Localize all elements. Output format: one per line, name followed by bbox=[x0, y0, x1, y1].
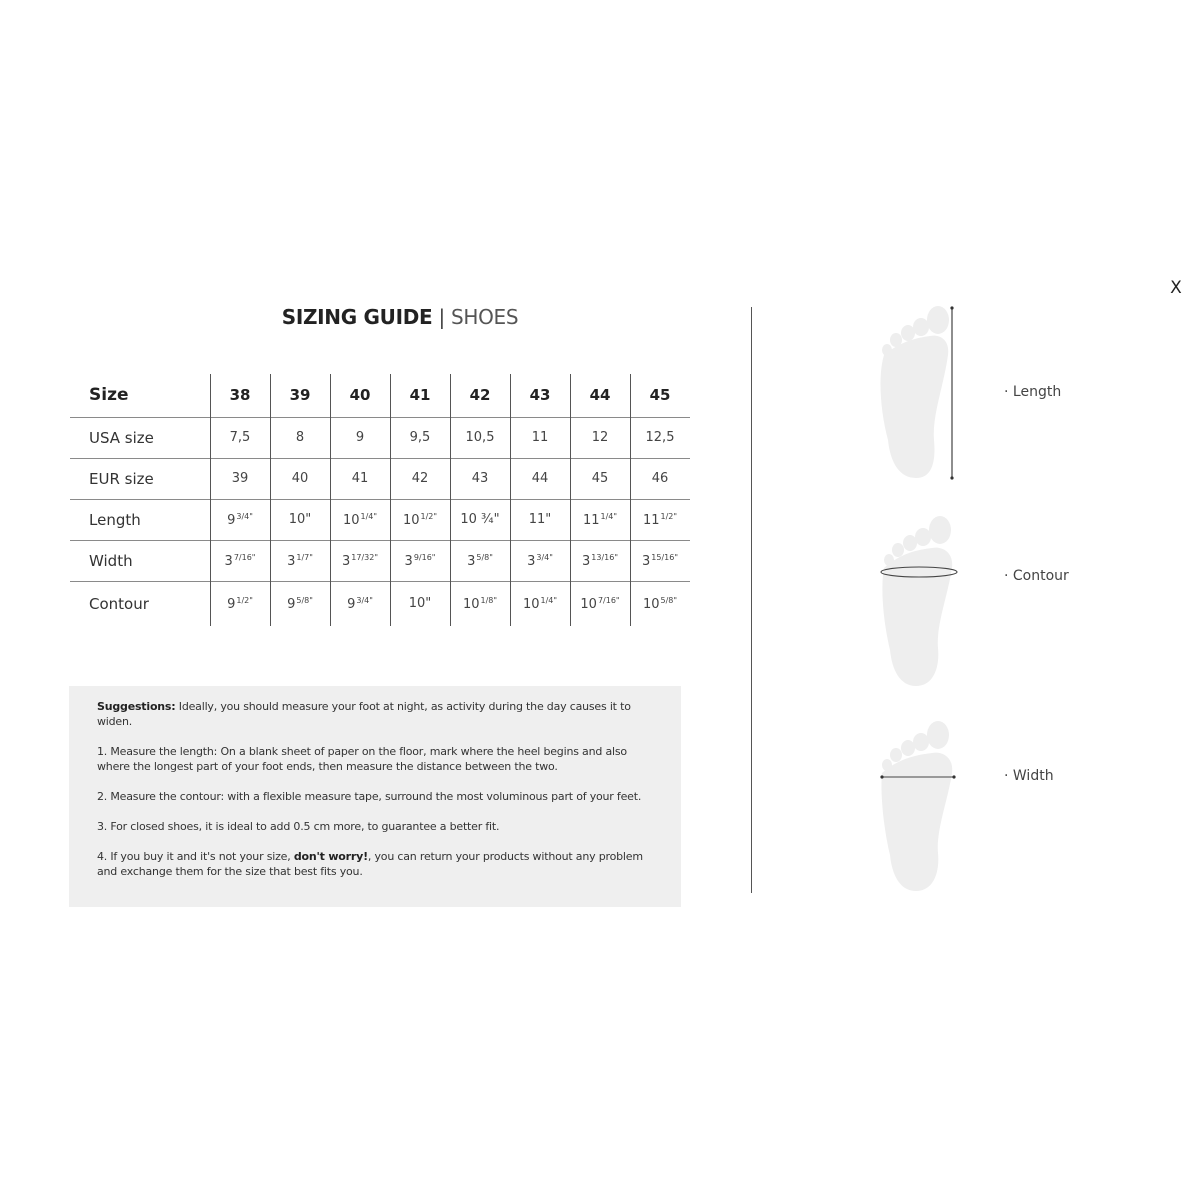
table-cell bbox=[270, 581, 330, 626]
foot-width-icon bbox=[870, 715, 970, 900]
table-cell bbox=[570, 581, 630, 626]
header-size: 38 bbox=[210, 374, 270, 417]
close-button[interactable]: X bbox=[1170, 278, 1182, 298]
cell-value: 40 bbox=[291, 471, 309, 486]
cell-value: 3 bbox=[527, 553, 536, 569]
cell-value: 10 bbox=[402, 512, 420, 528]
cell-fraction: 3/4" bbox=[536, 552, 553, 562]
table-cell bbox=[390, 499, 450, 540]
table-cell bbox=[570, 417, 630, 458]
cell-fraction: 1/8" bbox=[480, 595, 498, 605]
cell-value: 9 bbox=[227, 512, 236, 528]
cell-value: 3 bbox=[581, 553, 591, 569]
divider bbox=[751, 307, 752, 893]
row-label: USA size bbox=[70, 417, 210, 458]
cell-value: 3 bbox=[224, 553, 233, 569]
cell-value: 11 bbox=[582, 512, 600, 528]
cell-fraction: 1/2" bbox=[236, 595, 253, 605]
suggestion-intro-text: Ideally, you should measure your foot at night, as activity during the day causes it to widen. bbox=[97, 700, 631, 728]
label-contour: · Contour bbox=[1004, 568, 1069, 584]
cell-value: 3 bbox=[467, 553, 476, 569]
cell-value: 9 bbox=[355, 430, 365, 445]
table-row bbox=[70, 458, 690, 499]
cell-value: 3 bbox=[287, 553, 296, 569]
table-cell bbox=[210, 499, 270, 540]
table-cell bbox=[270, 417, 330, 458]
cell-value: 10 bbox=[522, 596, 540, 612]
cell-value: 8 bbox=[295, 430, 305, 445]
cell-fraction: 13/16" bbox=[591, 552, 618, 562]
cell-value: 10" bbox=[288, 512, 312, 527]
header-size: 40 bbox=[330, 374, 390, 417]
title-light: SHOES bbox=[450, 305, 519, 329]
header-size: 41 bbox=[390, 374, 450, 417]
cell-value: 44 bbox=[531, 471, 549, 486]
row-label: Contour bbox=[70, 581, 210, 626]
table-cell bbox=[510, 581, 570, 626]
table-cell bbox=[330, 458, 390, 499]
label-width: · Width bbox=[1004, 768, 1054, 784]
cell-fraction: 1/2" bbox=[660, 511, 678, 521]
cell-value: 10 bbox=[462, 596, 480, 612]
header-size: 44 bbox=[570, 374, 630, 417]
cell-value: 45 bbox=[591, 471, 609, 486]
table-row bbox=[70, 540, 690, 581]
cell-value: 43 bbox=[471, 471, 489, 486]
table-header-row bbox=[70, 374, 690, 417]
cell-value: 11" bbox=[528, 512, 552, 527]
suggestion-step-2: 2. Measure the contour: with a flexible measure tape, surround the most voluminous part of your feet. bbox=[97, 790, 642, 803]
cell-fraction: 9/16" bbox=[413, 552, 436, 562]
table-cell bbox=[330, 417, 390, 458]
header-size: 43 bbox=[510, 374, 570, 417]
cell-value: 11 bbox=[642, 512, 660, 528]
table-cell bbox=[630, 540, 690, 581]
cell-fraction: 1/4" bbox=[540, 595, 558, 605]
header-size: 42 bbox=[450, 374, 510, 417]
table-row bbox=[70, 499, 690, 540]
cell-fraction: 5/8" bbox=[476, 552, 493, 562]
suggestion-step-4-text-end: , you can return your products without any problem and exchange them for the size that best fits you. bbox=[97, 850, 643, 878]
cell-fraction: 7/16" bbox=[233, 552, 256, 562]
table-cell bbox=[450, 581, 510, 626]
suggestion-step-3: 3. For closed shoes, it is ideal to add 0.5 cm more, to guarantee a better fit. bbox=[97, 820, 500, 833]
cell-value: 10 ¾" bbox=[460, 512, 500, 527]
table-cell bbox=[210, 458, 270, 499]
header-size: 45 bbox=[630, 374, 690, 417]
table-cell bbox=[390, 458, 450, 499]
table-cell bbox=[510, 458, 570, 499]
table-cell bbox=[510, 499, 570, 540]
cell-fraction: 5/8" bbox=[660, 595, 678, 605]
table-cell bbox=[270, 540, 330, 581]
page-title bbox=[70, 305, 730, 329]
size-table bbox=[70, 374, 690, 626]
cell-fraction: 17/32" bbox=[351, 552, 378, 562]
title-bold: SIZING GUIDE bbox=[281, 305, 433, 329]
cell-value: 9 bbox=[347, 596, 356, 612]
cell-value: 3 bbox=[641, 553, 651, 569]
table-cell bbox=[210, 540, 270, 581]
row-label: Width bbox=[70, 540, 210, 581]
cell-value: 42 bbox=[411, 471, 429, 486]
table-cell bbox=[450, 458, 510, 499]
table-cell bbox=[450, 499, 510, 540]
table-row bbox=[70, 581, 690, 626]
suggestions-box bbox=[69, 686, 681, 907]
table-row bbox=[70, 417, 690, 458]
table-cell bbox=[510, 417, 570, 458]
suggestion-step-1: 1. Measure the length: On a blank sheet of paper on the floor, mark where the heel begins and also where the longest part of your foot ends, then measure the distance between the two. bbox=[97, 745, 627, 773]
cell-fraction: 1/4" bbox=[360, 511, 378, 521]
foot-contour-icon bbox=[870, 510, 970, 695]
table-cell bbox=[630, 417, 690, 458]
cell-value: 10" bbox=[408, 596, 432, 612]
row-label: Length bbox=[70, 499, 210, 540]
cell-fraction: 3/4" bbox=[356, 595, 373, 605]
table-cell bbox=[270, 458, 330, 499]
foot-length-icon bbox=[870, 300, 970, 485]
table-cell bbox=[450, 417, 510, 458]
table-cell bbox=[210, 581, 270, 626]
cell-value: 3 bbox=[404, 553, 413, 569]
table-cell bbox=[570, 499, 630, 540]
cell-value: 12 bbox=[591, 430, 609, 445]
table-cell bbox=[630, 458, 690, 499]
header-size: 39 bbox=[270, 374, 330, 417]
cell-fraction: 7/16" bbox=[597, 595, 620, 605]
cell-value: 7,5 bbox=[229, 430, 251, 445]
header-label: Size bbox=[89, 385, 129, 406]
suggestion-step-4-bold: don't worry! bbox=[293, 850, 368, 863]
label-length: · Length bbox=[1004, 384, 1062, 400]
cell-fraction: 15/16" bbox=[651, 552, 678, 562]
table-cell bbox=[630, 499, 690, 540]
table-cell bbox=[570, 540, 630, 581]
table-cell bbox=[630, 581, 690, 626]
cell-value: 46 bbox=[651, 471, 669, 486]
cell-value: 10 bbox=[642, 596, 660, 612]
table-cell bbox=[330, 540, 390, 581]
table-cell bbox=[510, 540, 570, 581]
cell-fraction: 1/4" bbox=[600, 511, 618, 521]
table-cell bbox=[570, 458, 630, 499]
cell-fraction: 1/2" bbox=[420, 511, 438, 521]
suggestion-intro-bold: Suggestions: bbox=[97, 700, 176, 713]
cell-value: 10 bbox=[342, 512, 360, 528]
cell-fraction: 3/4" bbox=[236, 511, 253, 521]
row-label: EUR size bbox=[70, 458, 210, 499]
cell-value: 39 bbox=[231, 471, 249, 486]
suggestion-step-4 bbox=[97, 849, 661, 879]
cell-value: 10 bbox=[580, 596, 597, 612]
cell-fraction: 5/8" bbox=[296, 595, 313, 605]
cell-fraction: 1/7" bbox=[296, 552, 313, 562]
cell-value: 9 bbox=[287, 596, 296, 612]
suggestion-step-4-text: 4. If you buy it and it's not your size, bbox=[97, 850, 294, 863]
suggestion-intro bbox=[97, 699, 661, 729]
cell-value: 3 bbox=[341, 553, 351, 569]
cell-value: 41 bbox=[351, 471, 369, 486]
table-cell bbox=[390, 540, 450, 581]
table-cell bbox=[390, 417, 450, 458]
cell-value: 12,5 bbox=[645, 430, 675, 445]
cell-value: 11 bbox=[531, 430, 549, 445]
cell-value: 10,5 bbox=[465, 430, 495, 445]
table-cell bbox=[390, 581, 450, 626]
title-separator: | bbox=[438, 305, 445, 329]
table-cell bbox=[210, 417, 270, 458]
cell-value: 9,5 bbox=[409, 430, 431, 445]
table-cell bbox=[330, 581, 390, 626]
table-cell bbox=[450, 540, 510, 581]
table-cell bbox=[270, 499, 330, 540]
cell-value: 9 bbox=[227, 596, 236, 612]
table-cell bbox=[330, 499, 390, 540]
